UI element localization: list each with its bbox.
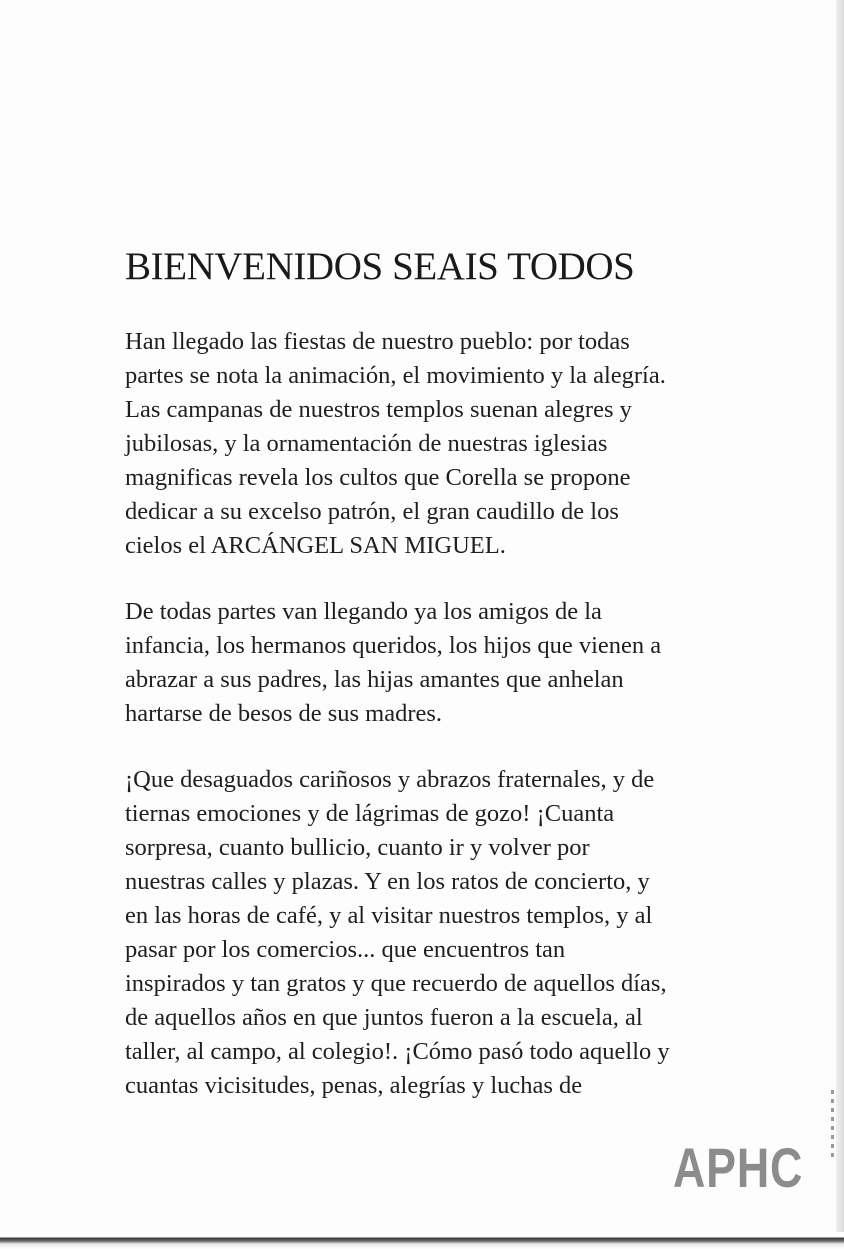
text-line: tiernas emociones y de lágrimas de gozo! ¡Cuanta bbox=[125, 800, 615, 827]
text-line: inspirados y tan gratos y que recuerdo de aquellos días, bbox=[125, 970, 667, 997]
text-line: sorpresa, cuanto bullicio, cuanto ir y volver por bbox=[125, 834, 590, 861]
page-edge bbox=[836, 0, 844, 1249]
text-line: cuantas vicisitudes, penas, alegrías y luchas de bbox=[125, 1072, 583, 1099]
text-line: partes se nota la animación, el movimiento y la alegría. bbox=[125, 362, 666, 389]
text-line: De todas partes van llegando ya los amigos de la bbox=[125, 598, 602, 625]
document-body bbox=[125, 325, 785, 1135]
text-line: hartarse de besos de sus madres. bbox=[125, 700, 443, 727]
page-bottom-rule bbox=[0, 1232, 844, 1249]
paragraph-1 bbox=[125, 325, 785, 563]
text-line: cielos el ARCÁNGEL SAN MIGUEL. bbox=[125, 532, 506, 559]
text-line: pasar por los comercios... que encuentros tan bbox=[125, 936, 566, 963]
paragraph-2 bbox=[125, 595, 785, 731]
document-title: BIENVENIDOS SEAIS TODOS bbox=[125, 245, 635, 288]
text-line: taller, al campo, al colegio!. ¡Cómo pasó todo aquello y bbox=[125, 1038, 670, 1065]
text-line: magnificas revela los cultos que Corella se propone bbox=[125, 464, 631, 491]
text-line: jubilosas, y la ornamentación de nuestras iglesias bbox=[125, 430, 608, 457]
text-line: nuestras calles y plazas. Y en los ratos de concierto, y bbox=[125, 868, 650, 895]
aphc-watermark: APHC bbox=[673, 1136, 804, 1199]
text-line: abrazar a sus padres, las hijas amantes que anhelan bbox=[125, 666, 624, 693]
text-line: en las horas de café, y al visitar nuestros templos, y al bbox=[125, 902, 653, 929]
margin-marks bbox=[826, 1090, 840, 1170]
text-line: de aquellos años en que juntos fueron a la escuela, al bbox=[125, 1004, 643, 1031]
text-line: dedicar a su excelso patrón, el gran caudillo de los bbox=[125, 498, 619, 525]
text-line: infancia, los hermanos queridos, los hijos que vienen a bbox=[125, 632, 662, 659]
text-line: ¡Que desaguados cariñosos y abrazos fraternales, y de bbox=[125, 766, 655, 793]
paragraph-3 bbox=[125, 763, 785, 1103]
text-line: Han llegado las fiestas de nuestro pueblo: por todas bbox=[125, 328, 630, 355]
text-line: Las campanas de nuestros templos suenan alegres y bbox=[125, 396, 632, 423]
